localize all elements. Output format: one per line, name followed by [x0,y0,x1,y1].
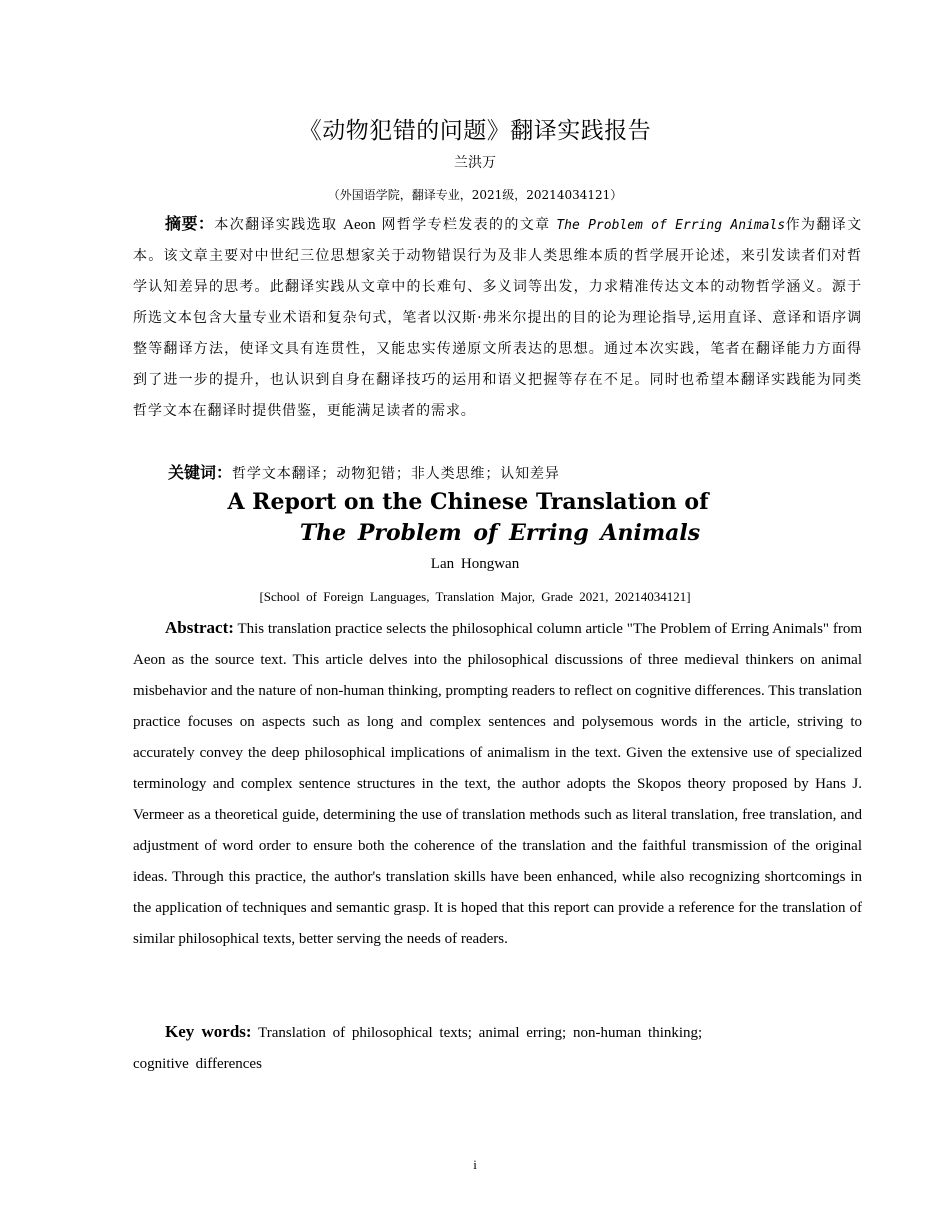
english-title [0,487,950,549]
chinese-abstract-source-title: The Problem of Erring Animals [556,218,786,233]
english-abstract-text: This translation practice selects the philosophical column article "The Problem of Erring Animals" from Aeon as the source text. This article delves into the philosophical discussions of three medieval thinkers on animal misbehavior and the nature of non-human thinking, prompting readers to reflect on cognitive differences. This translation practice focuses on aspects such as long and complex sentences and polysemous words in the article, striving to accurately convey the deep philosophical implications of animalism in the text. Given the extensive use of specialized terminology and complex sentence structures in the text, the author adopts the Skopos theory proposed by Hans J. Vermeer as a theoretical guide, determining the use of translation methods such as literal translation, free translation, and adjustment of word order to ensure both the coherence of the translation and the faithful transmission of the original ideas. Through this practice, the author's translation skills have been enhanced, while also recognizing shortcomings in the application of techniques and semantic grasp. It is hoped that this report can provide a reference for the translation of similar philosophical texts, better serving the needs of readers. [133,621,862,947]
chinese-abstract-text-3: 作为翻译文本。该文章主要对中世纪三位思想家关于动物错误行为及非人类思维本质的哲学展开论述，来引发读者们对哲学认知差异的思考。此翻译实践从文章中的长难句、多义词等出发，力求精准传达文本的动物哲学涵义。源于所选文本包含大量专业术语和复杂句式，笔者以汉斯·弗米尔提出的目的论为理论指导,运用直译、意译和语序调整等翻译方法，使译文具有连贯性，又能忠实传递原文所表达的思想。通过本次实践，笔者在翻译能力方面得到了进一步的提升，也认识到自身在翻译技巧的运用和语义把握等存在不足。同时也希望本翻译实践能为同类哲学文本在翻译时提供借鉴，更能满足读者的需求。 [133,217,862,419]
english-keywords-text-2: cognitive differences [133,1056,262,1072]
english-title-line-1: A Report on the Chinese Translation of [227,489,709,515]
english-keywords-line-1 [133,1016,862,1049]
english-keywords-text-1: Translation of philosophical texts; animal erring; non-human thinking; [258,1025,703,1041]
chinese-affiliation: （外国语学院，翻译专业，2021级，20214034121） [327,188,623,202]
chinese-abstract [133,208,862,427]
chinese-keywords [168,459,560,488]
chinese-abstract-text-1: 本次翻译实践选取 [214,217,338,233]
chinese-author: 兰洪万 [454,155,496,171]
chinese-keywords-text: 哲学文本翻译；动物犯错；非人类思维；认知差异 [232,466,560,482]
chinese-keywords-label: 关键词： [168,463,233,482]
english-title-line-2: The Problem of Erring Animals [299,520,701,546]
chinese-abstract-label: 摘要： [165,214,215,233]
english-abstract [133,612,862,955]
chinese-abstract-text-2: 网哲学专栏发表的的文章 [381,217,551,233]
english-keywords [133,1016,862,1080]
english-abstract-label: Abstract: [165,618,234,637]
english-author: Lan Hongwan [430,556,520,572]
chinese-abstract-source: Aeon [343,217,376,233]
english-keywords-label: Key words: [165,1022,252,1041]
chinese-title: 《动物犯错的问题》翻译实践报告 [298,118,652,144]
english-affiliation: [School of Foreign Languages, Translation Major, Grade 2021, 20214034121] [259,589,691,604]
page-number: i [473,1157,477,1172]
